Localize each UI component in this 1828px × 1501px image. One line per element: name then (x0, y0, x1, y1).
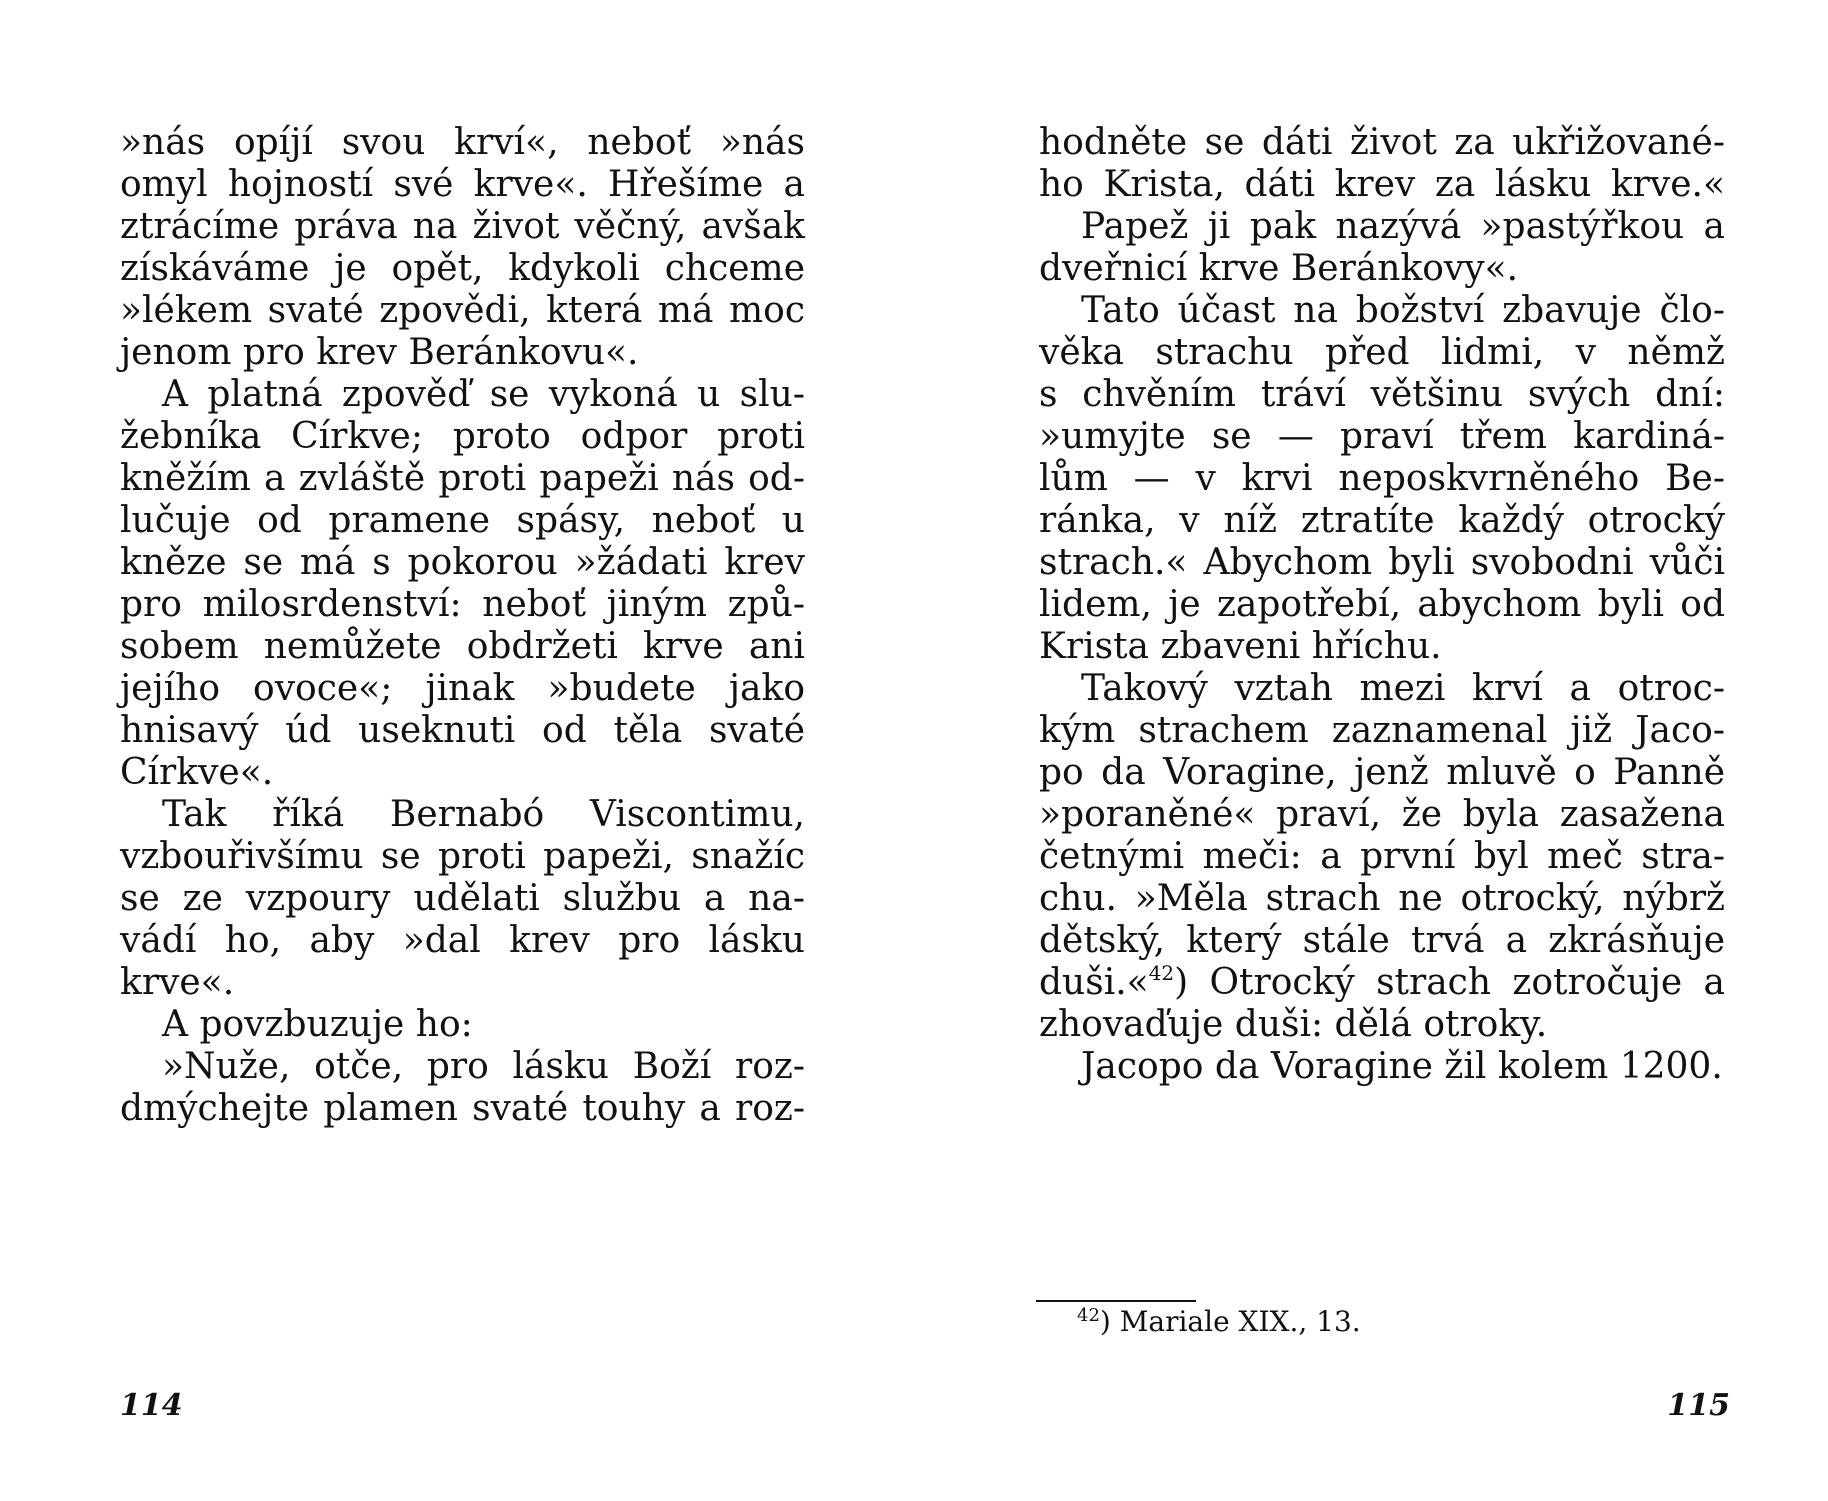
footnote (1077, 1302, 1361, 1342)
text-line: »nás opíjí svou krví«, neboť »nás (120, 122, 805, 163)
text-line: kým strachem zaznamenal již Jaco- (1039, 710, 1725, 751)
text-line: vádí ho, aby »dal krev pro lásku (120, 920, 805, 961)
text-line: vzbouřivšímu se proti papeži, snažíc (120, 836, 805, 877)
text-line: krve«. (120, 962, 235, 1003)
text-line: jenom pro krev Beránkovu«. (120, 332, 639, 373)
text-line: lučuje od pramene spásy, neboť u (120, 500, 805, 541)
text-line: hnisavý úd useknuti od těla svaté (120, 710, 805, 751)
text-line: dětský, který stále trvá a zkrásňuje (1039, 920, 1725, 961)
footnote-marker: 42 (1077, 1305, 1100, 1326)
text-line: zhovaďuje duši: dělá otroky. (1039, 1004, 1548, 1045)
text-line: Tato účast na božství zbavuje člo- (1081, 290, 1725, 331)
text-line: strach.« Abychom byli svobodni vůči (1039, 542, 1725, 583)
right-page (914, 0, 1828, 1501)
text-line: »Nuže, otče, pro lásku Boží roz- (162, 1046, 805, 1087)
text-line: kněžím a zvláště proti papeži nás od- (120, 458, 805, 499)
footnote-reference: 42 (1148, 961, 1175, 985)
text-line: věka strachu před lidmi, v němž (1039, 332, 1725, 373)
text-line: A povzbuzuje ho: (162, 1004, 473, 1045)
text-line: ztrácíme práva na život věčný, avšak (120, 206, 805, 247)
text-line: jejího ovoce«; jinak »budete jako (120, 668, 805, 709)
text-line: »poraněné« praví, že byla zasažena (1039, 794, 1725, 835)
text-segment: duši.« (1039, 962, 1149, 1003)
text-line: se ze vzpoury udělati službu a na- (120, 878, 805, 919)
text-line: »umyjte se — praví třem kardiná- (1039, 416, 1725, 457)
text-line: omyl hojností své krve«. Hřešíme a (120, 164, 805, 205)
text-line: Takový vztah mezi krví a otroc- (1081, 668, 1725, 709)
page-number: 114 (120, 1388, 183, 1423)
text-line: Církve«. (120, 752, 274, 793)
text-line: pro milosrdenství: neboť jiným způ- (120, 584, 805, 625)
text-line: po da Voragine, jenž mluvě o Panně (1039, 752, 1725, 793)
text-line: s chvěním tráví většinu svých dní: (1039, 374, 1725, 415)
text-line: Papež ji pak nazývá »pastýřkou a (1081, 206, 1725, 247)
text-line: »lékem svaté zpovědi, která má moc (120, 290, 805, 331)
text-line: četnými meči: a první byl meč stra- (1039, 836, 1725, 877)
text-line: získáváme je opět, kdykoli chceme (120, 248, 805, 289)
text-line: ránka, v níž ztratíte každý otrocký (1039, 500, 1725, 541)
page-number: 115 (1667, 1388, 1730, 1423)
text-line: Krista zbaveni hříchu. (1039, 626, 1442, 667)
text-segment: ) Otrocký strach zotročuje a (1174, 962, 1725, 1003)
text-line: A platná zpověď se vykoná u slu- (162, 374, 805, 415)
text-line: Tak říká Bernabó Viscontimu, (162, 794, 805, 835)
text-line: kněze se má s pokorou »žádati krev (120, 542, 805, 583)
text-line: chu. »Měla strach ne otrocký, nýbrž (1039, 878, 1725, 919)
text-line: lům — v krvi neposkvrněného Be- (1039, 458, 1725, 499)
text-line: ho Krista, dáti krev za lásku krve.« (1039, 164, 1725, 205)
text-line: žebníka Církve; proto odpor proti (120, 416, 805, 457)
text-line: sobem nemůžete obdržeti krve ani (120, 626, 805, 667)
text-line: lidem, je zapotřebí, abychom byli od (1039, 584, 1725, 625)
text-line: hodněte se dáti život za ukřižované- (1039, 122, 1725, 163)
footnote-text: ) Mariale XIX., 13. (1099, 1305, 1361, 1338)
text-line: dveřnicí krve Beránkovy«. (1039, 248, 1519, 289)
text-line: dmýchejte plamen svaté touhy a roz- (120, 1088, 805, 1129)
text-line: Jacopo da Voragine žil kolem 1200. (1081, 1046, 1723, 1087)
